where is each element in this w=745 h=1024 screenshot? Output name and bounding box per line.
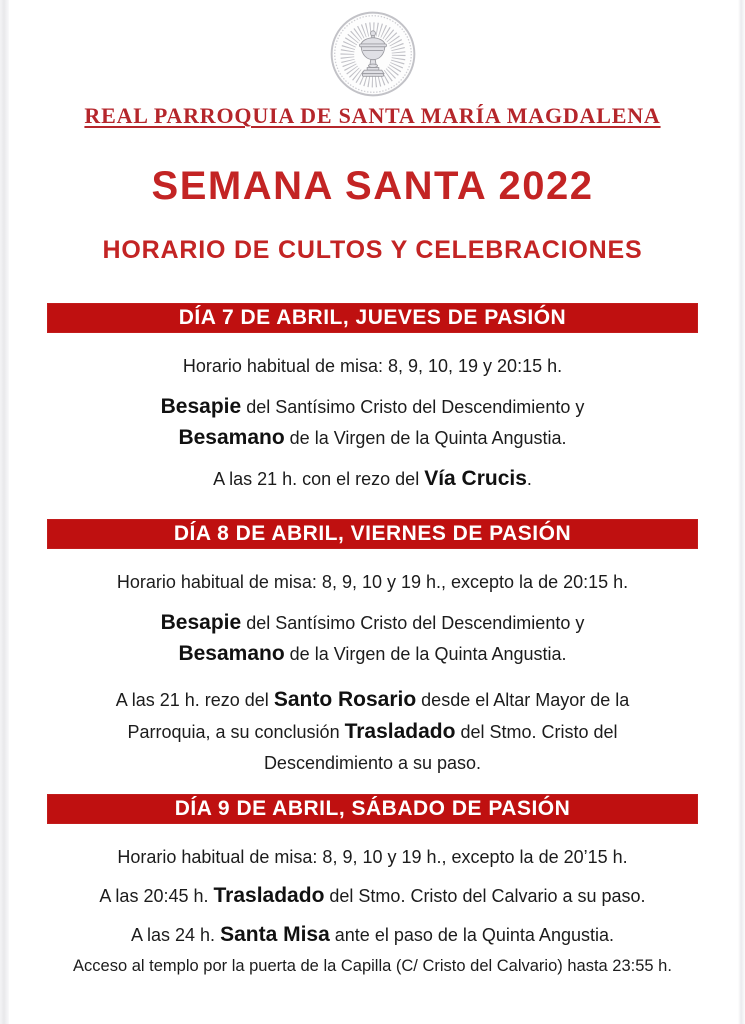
- text-segment: de la Virgen de la Quinta Angustia.: [284, 428, 567, 448]
- text-segment: Horario habitual de misa: 8, 9, 10, 19 y 20:15 h.: [182, 356, 563, 376]
- text-segment: Horario habitual de misa: 8, 9, 10 y 19 h., excepto la de 20:15 h.: [116, 572, 629, 592]
- text-segment: Acceso al templo por la puerta de la Capilla (C/ Cristo del Calvario) hasta 23:55 h.: [73, 957, 672, 975]
- via-crucis-line: [47, 464, 698, 494]
- besapie-line: [47, 392, 698, 422]
- access-note-line: [47, 953, 698, 979]
- day-banner: [47, 303, 698, 333]
- traslado-line: [47, 881, 698, 911]
- besamano-line: [47, 639, 698, 669]
- text-segment: Horario habitual de misa: 8, 9, 10 y 19 h., excepto la de 20’15 h.: [117, 847, 628, 867]
- besamano-line: [47, 423, 698, 453]
- page-title: SEMANA SANTA 2022: [151, 164, 594, 208]
- day-banner-label: DÍA 8 DE ABRIL, VIERNES DE PASIÓN: [173, 522, 572, 545]
- mass-schedule-line: [47, 842, 698, 872]
- day-banner: [47, 794, 698, 824]
- day-banner-label: DÍA 9 DE ABRIL, SÁBADO DE PASIÓN: [174, 797, 571, 820]
- text-segment: ante el paso de la Quinta Angustia.: [329, 925, 614, 945]
- text-segment: de la Virgen de la Quinta Angustia.: [284, 644, 567, 664]
- section-dia-7-abril: [47, 303, 698, 494]
- text-segment: A las 21 h. con el rezo del: [213, 469, 425, 489]
- highlight-term: Besapie: [160, 395, 242, 418]
- schedule-sections: [47, 303, 698, 979]
- text-segment: .: [526, 469, 532, 489]
- highlight-term: Trasladado: [213, 884, 325, 907]
- rosario-traslado-paragraph: [77, 684, 669, 779]
- text-segment: del Stmo. Cristo del Calvario a su paso.: [324, 886, 646, 906]
- text-segment: del Stmo. Cristo del Descendimiento a su paso.: [263, 722, 618, 773]
- text-segment: A las 24 h.: [131, 925, 221, 945]
- highlight-term: Besamano: [178, 426, 285, 449]
- highlight-term: Trasladado: [344, 720, 456, 743]
- parish-seal-urn-icon: [0, 0, 745, 98]
- highlight-term: Vía Crucis: [424, 467, 527, 490]
- mass-schedule-line: [47, 567, 698, 597]
- besapie-line: [47, 608, 698, 638]
- highlight-term: Besapie: [160, 611, 242, 634]
- text-segment: A las 21 h. rezo del: [115, 690, 274, 710]
- santa-misa-line: [47, 920, 698, 950]
- highlight-term: Santa Misa: [220, 923, 330, 946]
- page-subtitle: HORARIO DE CULTOS Y CELEBRACIONES: [102, 236, 643, 264]
- section-dia-8-abril: [47, 519, 698, 779]
- text-segment: desde el Altar Mayor de la Parroquia, a su conclusión: [127, 690, 630, 742]
- day-banner-label: DÍA 7 DE ABRIL, JUEVES DE PASIÓN: [178, 306, 567, 329]
- text-segment: del Santísimo Cristo del Descendimiento y: [241, 613, 585, 633]
- text-segment: del Santísimo Cristo del Descendimiento y: [241, 397, 585, 417]
- section-dia-9-abril: [47, 794, 698, 979]
- day-banner: [47, 519, 698, 549]
- parish-name: REAL PARROQUIA DE SANTA MARÍA MAGDALENA: [84, 103, 661, 128]
- highlight-term: Santo Rosario: [273, 688, 417, 711]
- text-segment: A las 20:45 h.: [99, 886, 214, 906]
- highlight-term: Besamano: [178, 642, 285, 665]
- mass-schedule-line: [47, 351, 698, 381]
